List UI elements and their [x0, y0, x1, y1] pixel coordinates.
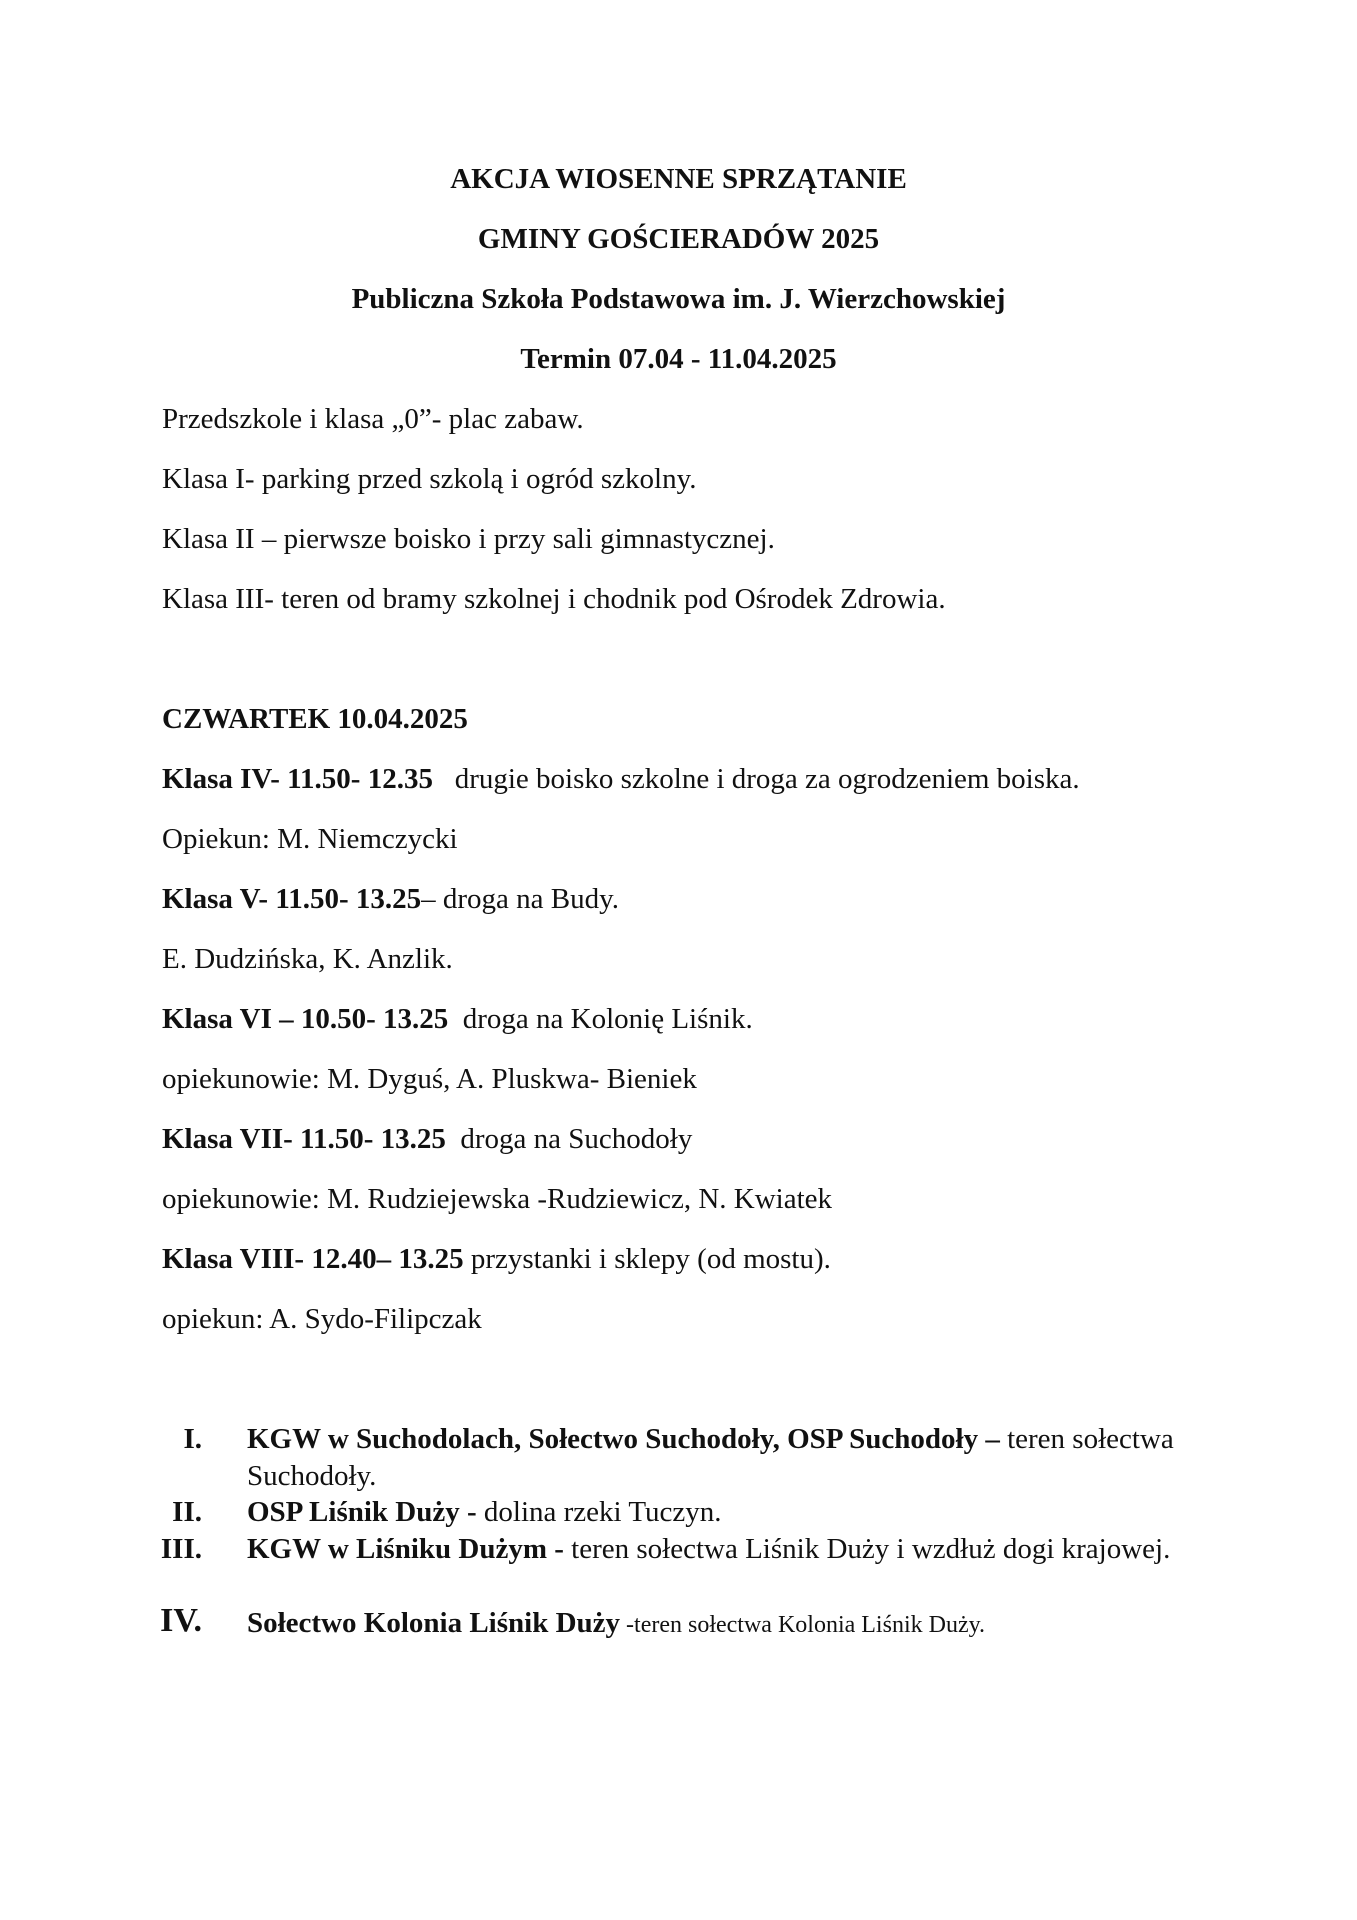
title-line-2: GMINY GOŚCIERADÓW 2025 [477, 223, 880, 255]
list-number: III. [160, 1533, 202, 1565]
list-number: IV. [160, 1602, 202, 1639]
intro-line: Klasa III- teren od bramy szkolnej i chodnik pod Ośrodek Zdrowia. [162, 583, 946, 615]
list-number: II. [172, 1496, 202, 1528]
schedule-entry [162, 881, 619, 917]
caretaker-line: opiekun: A. Sydo-Filipczak [162, 1303, 482, 1335]
organization-item [247, 1605, 1247, 1644]
organization-area: teren sołectwa Suchodoły. [247, 1423, 1174, 1492]
intro-line: Klasa I- parking przed szkolą i ogród szkolny. [162, 463, 697, 495]
class-time: Klasa VI – 10.50- 13.25 [162, 1003, 449, 1035]
organization-item [247, 1494, 1247, 1531]
caretaker-line: Opiekun: M. Niemczycki [162, 823, 458, 855]
organization-item [247, 1531, 1247, 1568]
organization-area: dolina rzeki Tuczyn. [476, 1496, 722, 1528]
class-time: Klasa V- 11.50- 13.25 [162, 883, 422, 915]
schedule-entry [162, 1001, 753, 1037]
class-location: drugie boisko szkolne i droga za ogrodzeniem boiska. [432, 763, 1080, 795]
intro-line: Przedszkole i klasa „0”- plac zabaw. [162, 403, 584, 435]
caretaker-line: opiekunowie: M. Dyguś, A. Pluskwa- Bieniek [162, 1063, 697, 1095]
organization-item [247, 1421, 1247, 1495]
caretaker-line: E. Dudzińska, K. Anzlik. [162, 943, 453, 975]
class-time: Klasa VIII- 12.40– 13.25 [162, 1243, 464, 1275]
organization-name: KGW w Suchodolach, Sołectwo Suchodoły, OSP Suchodoły – [247, 1423, 1000, 1455]
organization-name: KGW w Liśniku Dużym - [247, 1533, 564, 1565]
list-number: I. [183, 1423, 202, 1455]
class-location: przystanki i sklepy (od mostu). [463, 1243, 831, 1275]
organization-name: OSP Liśnik Duży - [247, 1496, 477, 1528]
organization-area: -teren sołectwa Kolonia Liśnik Duży. [620, 1612, 986, 1638]
caretaker-line: opiekunowie: M. Rudziejewska -Rudziewicz, N. Kwiatek [162, 1183, 833, 1215]
class-location: – droga na Budy. [421, 883, 620, 915]
organization-name: Sołectwo Kolonia Liśnik Duży [247, 1607, 621, 1639]
class-time: Klasa VII- 11.50- 13.25 [162, 1123, 446, 1155]
intro-line: Klasa II – pierwsze boisko i przy sali gimnastycznej. [162, 523, 775, 555]
term-dates: Termin 07.04 - 11.04.2025 [520, 343, 837, 375]
organization-area: teren sołectwa Liśnik Duży i wzdłuż dogi krajowej. [563, 1533, 1171, 1565]
day-heading: CZWARTEK 10.04.2025 [162, 703, 468, 735]
school-name: Publiczna Szkoła Podstawowa im. J. Wierzchowskiej [351, 283, 1006, 315]
title-line-1: AKCJA WIOSENNE SPRZĄTANIE [450, 163, 907, 195]
class-time: Klasa IV- 11.50- 12.35 [162, 763, 433, 795]
schedule-entry [162, 1241, 831, 1277]
class-location: droga na Kolonię Liśnik. [448, 1003, 753, 1035]
class-location: droga na Suchodoły [445, 1123, 693, 1155]
schedule-entry [162, 1121, 692, 1157]
schedule-entry [162, 761, 1080, 797]
